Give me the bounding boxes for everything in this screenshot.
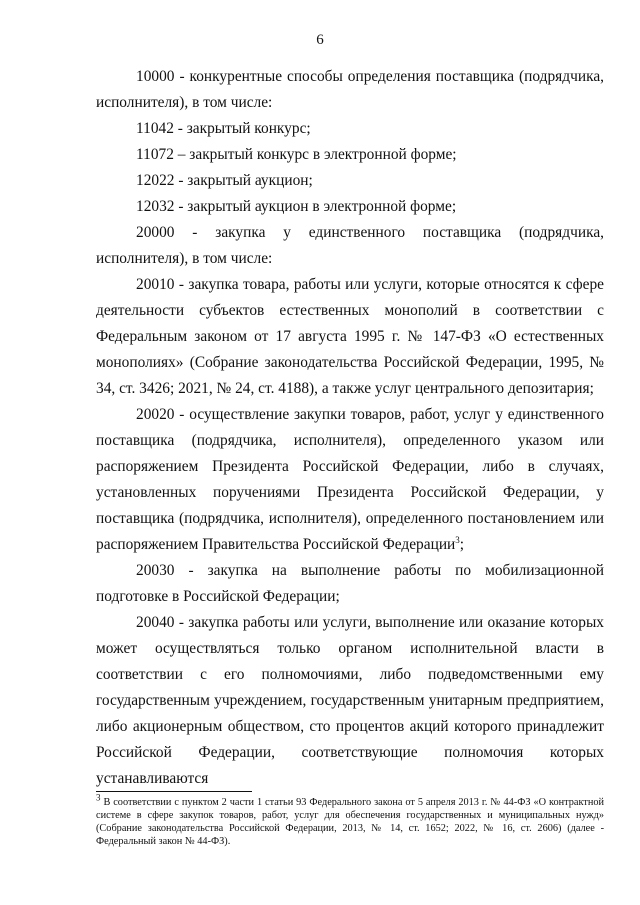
main-text xyxy=(96,64,604,792)
footnote-marker: 3 xyxy=(96,792,101,803)
paragraph-20020 xyxy=(96,402,604,558)
paragraph-20020-end: ; xyxy=(459,536,465,553)
paragraph-11072: 11072 – закрытый конкурс в электронной форме; xyxy=(136,146,457,163)
paragraph-20010: 20010 - закупка товара, работы или услуги, которые относятся к сфере деятельности субъектов естественных монополий в соответствии с Федеральным законом от 17 августа 1995 г. № 147-ФЗ «О естественных монополиях» (Собрание законодательства Российской Федерации, 1995, № 34, ст. 3426; 2021, № 24, ст. 4188), а также услуг центрального депозитария; xyxy=(96,276,604,397)
footnote-separator xyxy=(96,791,252,792)
page-number: 6 xyxy=(316,32,324,48)
paragraph-20000: 20000 - закупка у единственного поставщика (подрядчика, исполнителя), в том числе: xyxy=(96,224,604,267)
paragraph-10000: 10000 - конкурентные способы определения поставщика (подрядчика, исполнителя), в том числе: xyxy=(96,68,604,111)
footnote xyxy=(96,792,605,848)
paragraph-20030: 20030 - закупка на выполнение работы по мобилизационной подготовке в Российской Федерации; xyxy=(96,562,604,605)
footnote-text: В соответствии с пунктом 2 части 1 статьи 93 Федерального закона от 5 апреля 2013 г. № 44-ФЗ «О контрактной системе в сфере закупок товаров, работ, услуг для обеспечения государственных и муниципальных нужд» (Собрание законодательства Российской Федерации, 2013, № 14, ст. 1652; 2022, № 16, ст. 2606) (далее - Федеральный закон № 44-ФЗ). xyxy=(96,797,605,847)
paragraph-12032: 12032 - закрытый аукцион в электронной форме; xyxy=(136,198,457,215)
paragraph-20020-text: 20020 - осуществление закупки товаров, работ, услуг у единственного поставщика (подрядчика, исполнителя), определенного указом или распоряжением Президента Российской Федерации, либо в случаях, установленных поручениями Президента Российской Федерации, у поставщика (подрядчика, исполнителя), определенного постановлением или распоряжением Правительства Российской Федерации xyxy=(96,406,604,553)
paragraph-20040: 20040 - закупка работы или услуги, выполнение или оказание которых может осуществляться только органом исполнительной власти в соответствии с его полномочиями, либо подведомственными ему государственным учреждением, государственным унитарным предприятием, либо акционерным обществом, сто процентов акций которого принадлежит Российской Федерации, соответствующие полномочия которых устанавливаются xyxy=(96,614,604,787)
footnote-reference: 3 xyxy=(455,534,460,545)
paragraph-12022: 12022 - закрытый аукцион; xyxy=(136,172,313,189)
paragraph-11042: 11042 - закрытый конкурс; xyxy=(136,120,311,137)
